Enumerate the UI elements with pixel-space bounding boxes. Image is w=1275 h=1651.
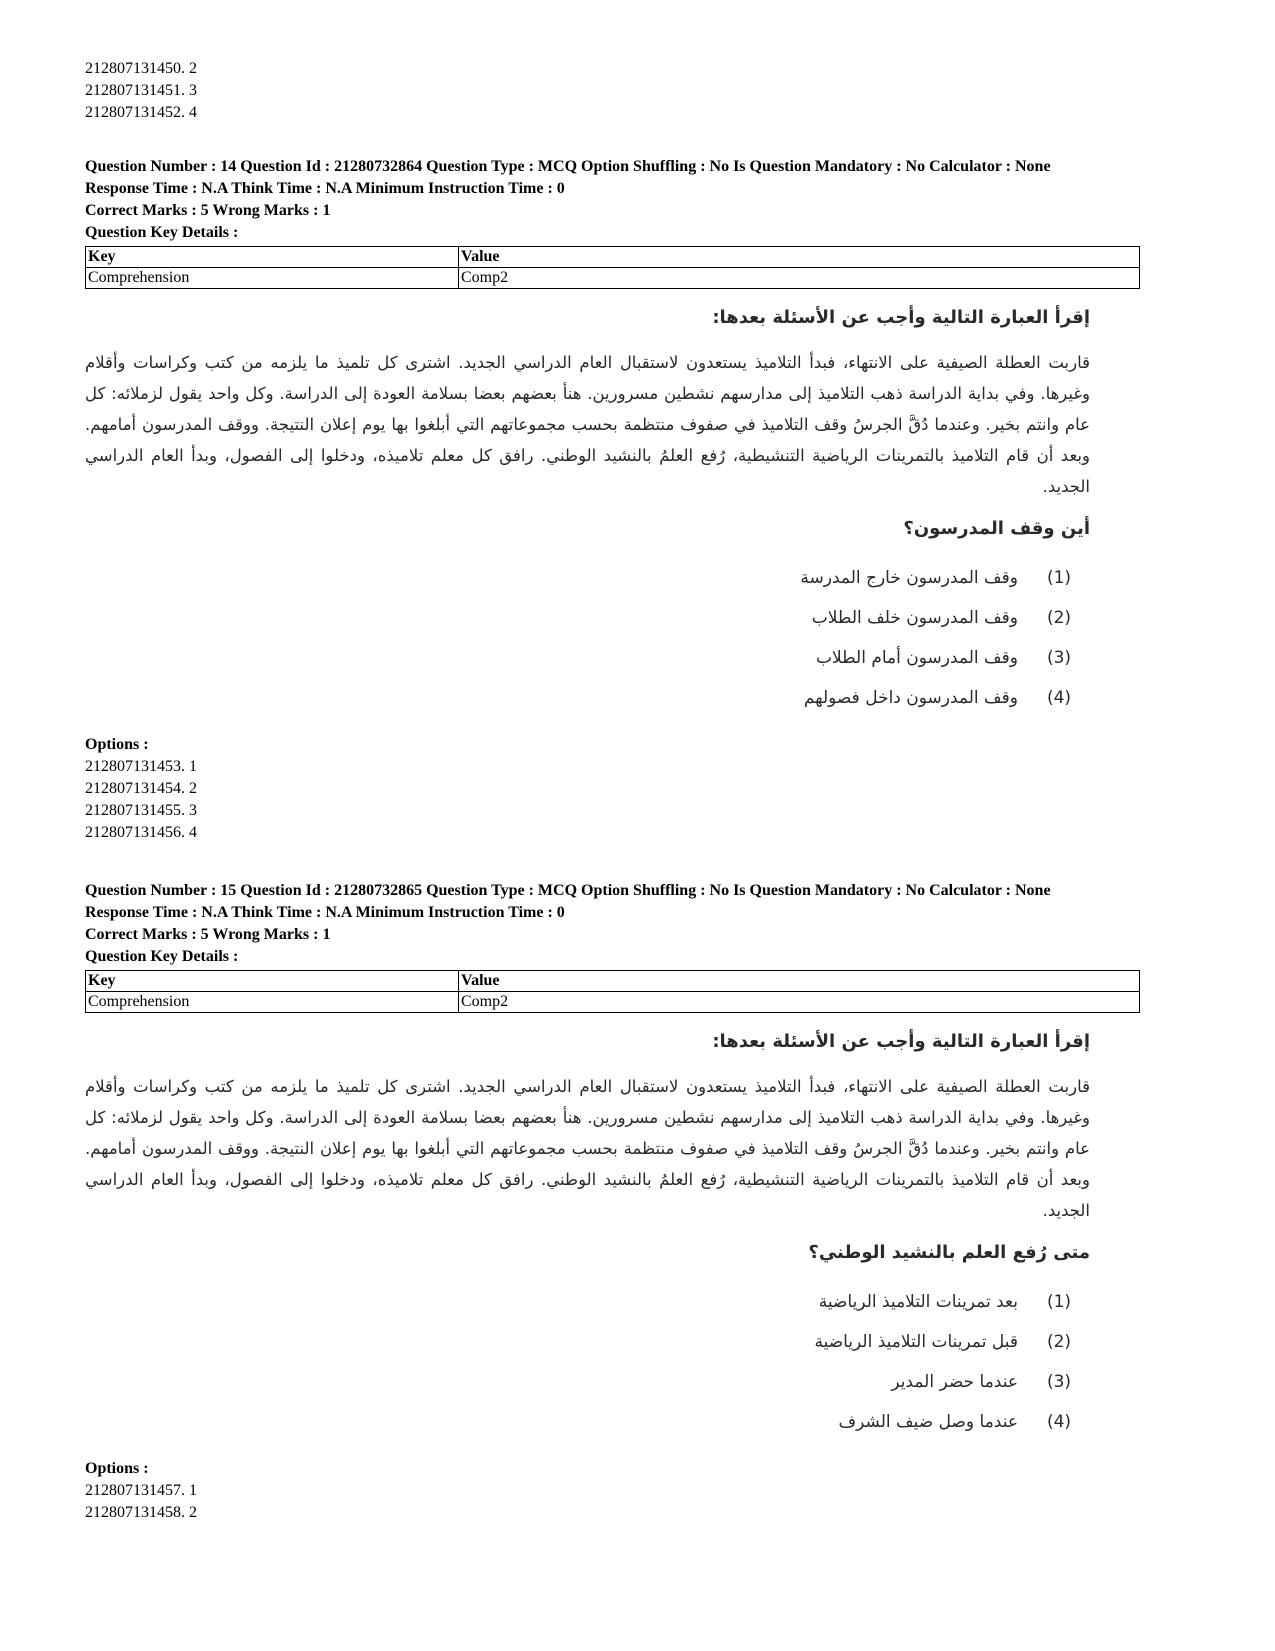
option-line: 212807131451. 3 [85, 82, 197, 99]
arabic-choice [150, 678, 1090, 718]
choice-number: (1) [1046, 568, 1072, 588]
option-line: 212807131456. 4 [85, 824, 197, 841]
key-details-table [85, 970, 1140, 1013]
choice-text: عندما حضر المدير [891, 1372, 1018, 1392]
arabic-passage: قاربت العطلة الصيفية على الانتهاء، فبدأ التلاميذ يستعدون لاستقبال العام الدراسي الجديد. اشترى كل تلميذ ما يلزمه من كتب وكراسات وأقلام وغيرها. وفي بداية الدراسة ذهب التلاميذ إلى مدارسهم نشطين مسرورين. هنأ بعضهم بعضا بسلامة العودة إلى الدراسة. وكل واحد يقول لزملائه: كل عام وانتم بخير. وعندما دُقَّ الجرسُ وقف التلاميذ في صفوف منتظمة بحسب مجموعاتهم التي أبلغوا بها يوم إعلان النتيجة. ووقف المدرسون أمامهم. وبعد أن قام التلاميذ بالتمرينات الرياضية التنشيطية، رُفع العلمُ بالنشيد الوطني. رافق كل معلم تلاميذه، ودخلوا إلى الفصول، وبدأ العام الدراسي الجديد. [85, 1077, 1090, 1220]
document-page [85, 58, 1140, 1524]
choice-number: (4) [1046, 1412, 1072, 1432]
arabic-choice [150, 638, 1090, 678]
options-label: Options : [85, 1460, 149, 1477]
table-cell-value: Comp2 [459, 992, 1140, 1013]
arabic-choices [150, 1282, 1090, 1442]
table-cell-value: Comp2 [459, 268, 1140, 289]
choice-number: (1) [1046, 1292, 1072, 1312]
prev-options-list [85, 58, 1140, 124]
arabic-question-image [85, 303, 1090, 718]
table-header-row [86, 247, 1140, 268]
arabic-question: متى رُفع العلم بالنشيد الوطني؟ [808, 1242, 1090, 1263]
option-line: 212807131452. 4 [85, 104, 197, 121]
arabic-choice [150, 1402, 1090, 1442]
arabic-instruction: إقرأ العبارة التالية وأجب عن الأسئلة بعدها: [712, 1031, 1090, 1052]
choice-text: بعد تمرينات التلاميذ الرياضية [818, 1292, 1018, 1312]
choice-text: وقف المدرسون خلف الطلاب [811, 608, 1018, 628]
table-row [86, 268, 1140, 289]
arabic-passage: قاربت العطلة الصيفية على الانتهاء، فبدأ التلاميذ يستعدون لاستقبال العام الدراسي الجديد. اشترى كل تلميذ ما يلزمه من كتب وكراسات وأقلام وغيرها. وفي بداية الدراسة ذهب التلاميذ إلى مدارسهم نشطين مسرورين. هنأ بعضهم بعضا بسلامة العودة إلى الدراسة. وكل واحد يقول لزملائه: كل عام وانتم بخير. وعندما دُقَّ الجرسُ وقف التلاميذ في صفوف منتظمة بحسب مجموعاتهم التي أبلغوا بها يوم إعلان النتيجة. ووقف المدرسون أمامهم. وبعد أن قام التلاميذ بالتمرينات الرياضية التنشيطية، رُفع العلمُ بالنشيد الوطني. رافق كل معلم تلاميذه، ودخلوا إلى الفصول، وبدأ العام الدراسي الجديد. [85, 353, 1090, 496]
option-line: 212807131455. 3 [85, 802, 197, 819]
choice-number: (4) [1046, 688, 1072, 708]
choice-number: (2) [1046, 608, 1072, 628]
choice-text: عندما وصل ضيف الشرف [838, 1412, 1018, 1432]
arabic-choice [150, 1362, 1090, 1402]
key-details-table [85, 246, 1140, 289]
arabic-choice [150, 558, 1090, 598]
table-header-key: Key [86, 971, 459, 992]
options-label: Options : [85, 736, 149, 753]
choice-text: وقف المدرسون أمام الطلاب [815, 648, 1018, 668]
question-block-15 [85, 880, 1140, 1524]
question-marks: Correct Marks : 5 Wrong Marks : 1 [85, 202, 331, 219]
option-line: 212807131457. 1 [85, 1482, 197, 1499]
choice-text: قبل تمرينات التلاميذ الرياضية [814, 1332, 1018, 1352]
question-key-details-label: Question Key Details : [85, 948, 239, 965]
arabic-choice [150, 1282, 1090, 1322]
arabic-question: أين وقف المدرسون؟ [903, 518, 1090, 539]
arabic-choices [150, 558, 1090, 718]
table-row [86, 992, 1140, 1013]
option-line: 212807131453. 1 [85, 758, 197, 775]
choice-text: وقف المدرسون خارج المدرسة [800, 568, 1018, 588]
question-key-details-label: Question Key Details : [85, 224, 239, 241]
arabic-instruction: إقرأ العبارة التالية وأجب عن الأسئلة بعدها: [712, 307, 1090, 328]
table-header-row [86, 971, 1140, 992]
question-block-14 [85, 156, 1140, 844]
choice-text: وقف المدرسون داخل فصولهم [803, 688, 1018, 708]
choice-number: (3) [1046, 1372, 1072, 1392]
arabic-choice [150, 598, 1090, 638]
question-marks: Correct Marks : 5 Wrong Marks : 1 [85, 926, 331, 943]
arabic-choice [150, 1322, 1090, 1362]
table-header-value: Value [459, 247, 1140, 268]
table-cell-key: Comprehension [86, 992, 459, 1013]
option-line: 212807131458. 2 [85, 1504, 197, 1521]
question-meta-line2: Response Time : N.A Think Time : N.A Minimum Instruction Time : 0 [85, 904, 565, 921]
question-meta-line1: Question Number : 14 Question Id : 21280732864 Question Type : MCQ Option Shuffling : No Is Question Mandatory : No Calculator : None [85, 158, 1051, 175]
choice-number: (3) [1046, 648, 1072, 668]
table-header-value: Value [459, 971, 1140, 992]
question-meta-line1: Question Number : 15 Question Id : 21280732865 Question Type : MCQ Option Shuffling : No Is Question Mandatory : No Calculator : None [85, 882, 1051, 899]
choice-number: (2) [1046, 1332, 1072, 1352]
question-meta-line2: Response Time : N.A Think Time : N.A Minimum Instruction Time : 0 [85, 180, 565, 197]
table-header-key: Key [86, 247, 459, 268]
table-cell-key: Comprehension [86, 268, 459, 289]
options-list [85, 756, 1140, 844]
options-list [85, 1480, 1140, 1524]
option-line: 212807131450. 2 [85, 60, 197, 77]
arabic-question-image [85, 1027, 1090, 1442]
option-line: 212807131454. 2 [85, 780, 197, 797]
